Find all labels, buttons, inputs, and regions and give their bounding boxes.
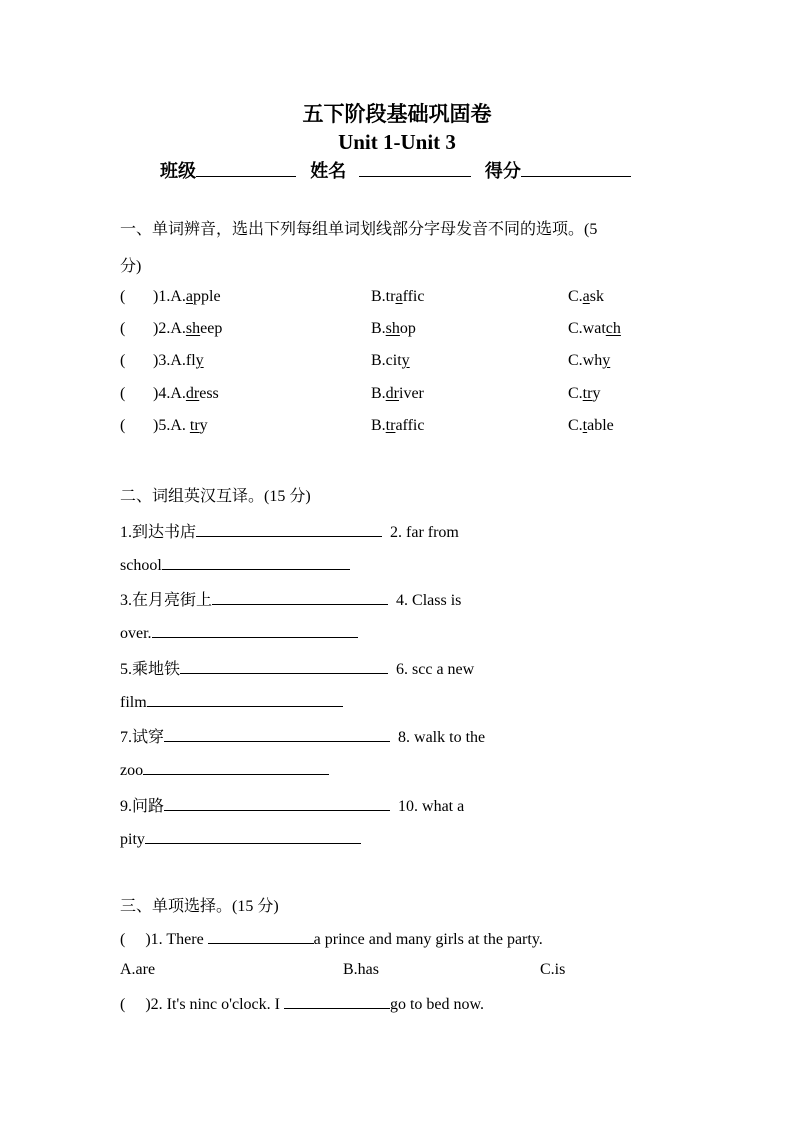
q1-option-c: C.is [540,961,566,978]
option-text: sk [589,288,605,305]
q2-prefix: )2. It's ninc o'clock. I [145,996,284,1013]
answer-paren[interactable]: ( [120,385,126,402]
section1-heading: 一、单词辨音，选出下列每组单词划线部分字母发音不同的选项。(5 [120,221,598,238]
q2-suffix: go to bed now. [389,996,485,1013]
translation-item [120,793,464,816]
answer-blank[interactable] [162,554,350,570]
answer-blank[interactable] [164,795,390,811]
option-text: B.tr [371,288,396,305]
option-a [153,385,219,403]
translation-item-cont [120,828,361,849]
page-title: 五下阶段基础巩固卷 [302,101,492,126]
item-prompt: zoo [120,762,144,779]
answer-blank[interactable] [196,521,382,537]
option-text: C. [568,288,583,305]
item-prompt: film [120,694,147,711]
answer-paren[interactable]: ( [120,320,126,337]
option-b [371,320,416,338]
option-text: B. [371,385,386,402]
option-text: C. [568,417,583,434]
item-prompt: 5.乘地铁 [120,661,181,678]
underlined-letters: tr [189,417,200,434]
answer-paren[interactable]: ( [120,352,126,369]
item-prompt: 8. walk to the [398,729,486,746]
item-prompt: 1.到达书店 [120,524,197,541]
option-text: B. [371,417,386,434]
score-blank[interactable] [521,161,631,177]
page-subtitle: Unit 1-Unit 3 [338,130,456,154]
option-text: )1.A. [153,288,186,305]
option-text: iver [399,385,424,402]
item-prompt: 7.试穿 [120,729,165,746]
item-prompt: school [120,557,162,574]
q2-blank[interactable] [284,993,390,1009]
answer-paren[interactable]: ( [120,288,126,305]
option-a [153,288,221,306]
option-b [371,352,410,370]
option-text: B. [371,320,386,337]
translation-item-cont [120,554,350,575]
option-a [153,320,222,338]
underlined-letters: y [602,352,611,369]
option-c [568,385,600,403]
answer-blank[interactable] [145,828,361,844]
translation-item-cont [120,759,329,780]
option-c [568,417,614,435]
question-2 [120,993,484,1014]
answer-blank[interactable] [212,589,388,605]
translation-item-cont [120,691,343,712]
name-label: 姓名 [310,161,347,182]
option-text: pple [193,288,221,305]
option-text: )2.A. [153,320,186,337]
underlined-letters: sh [185,320,201,337]
item-prompt: 2. far from [390,524,459,541]
answer-blank[interactable] [147,691,343,707]
option-text: )3.A.fl [153,352,196,369]
q1-blank[interactable] [208,928,314,944]
option-text: ffic [402,288,425,305]
item-prompt: 9.问路 [120,798,165,815]
option-b [371,385,424,403]
option-text: y [592,385,601,402]
student-info-line [160,157,631,183]
underlined-letters: a [185,288,193,305]
option-a [153,417,208,435]
answer-slot[interactable] [125,994,145,1009]
section3-heading: 三、单项选择。(15 分) [120,898,279,915]
underlined-letters: y [195,352,204,369]
answer-paren[interactable]: ( [120,417,126,434]
option-text: op [399,320,416,337]
underlined-letters: sh [385,320,400,337]
section1-heading-cont: 分) [120,258,142,275]
answer-blank[interactable] [152,622,358,638]
option-text: C. [568,385,583,402]
answer-blank[interactable] [143,759,329,775]
section2-heading: 二、词组英汉互译。(15 分) [120,488,311,505]
answer-paren: ( [120,931,126,948]
item-prompt: 3.在月亮街上 [120,592,213,609]
answer-slot[interactable] [125,929,145,944]
translation-item [120,519,459,542]
underlined-letters: a [582,288,590,305]
option-text: )5.A. [153,417,190,434]
q1-suffix: a prince and many girls at the party. [313,931,543,948]
answer-paren: ( [120,996,126,1013]
class-label: 班级 [160,161,196,182]
option-text: eep [200,320,223,337]
name-blank[interactable] [359,161,471,177]
option-text: ess [199,385,219,402]
underlined-letters: dr [385,385,399,402]
q1-prefix: )1. There [145,931,208,948]
underlined-letters: y [401,352,410,369]
answer-blank[interactable] [164,726,390,742]
translation-item [120,656,474,679]
option-text: C.wh [568,352,603,369]
underlined-letters: ch [605,320,621,337]
item-prompt: 10. what a [398,798,465,815]
underlined-letters: tr [582,385,593,402]
item-prompt: pity [120,831,145,848]
item-prompt: 6. scc a new [396,661,475,678]
option-c [568,288,604,306]
option-text: )4.A. [153,385,186,402]
option-c [568,352,610,370]
class-blank[interactable] [196,161,296,177]
option-text: affic [395,417,425,434]
option-c [568,320,621,338]
option-b [371,288,424,306]
q1-option-a: A.are [120,961,156,978]
translation-item [120,587,461,610]
option-b [371,417,424,435]
underlined-letters: a [395,288,403,305]
answer-blank[interactable] [180,658,388,674]
q1-option-b: B.has [343,961,379,978]
underlined-letters: t [582,417,588,434]
translation-item-cont [120,622,358,643]
option-text: B.cit [371,352,402,369]
option-text: y [199,417,208,434]
underlined-letters: dr [185,385,200,402]
item-prompt: over. [120,625,152,642]
option-text: C.wat [568,320,606,337]
score-label: 得分 [484,161,521,182]
question-1 [120,928,543,949]
item-prompt: 4. Class is [396,592,462,609]
option-text: able [587,417,614,434]
translation-item [120,724,485,747]
option-a [153,352,204,370]
underlined-letters: tr [385,417,396,434]
